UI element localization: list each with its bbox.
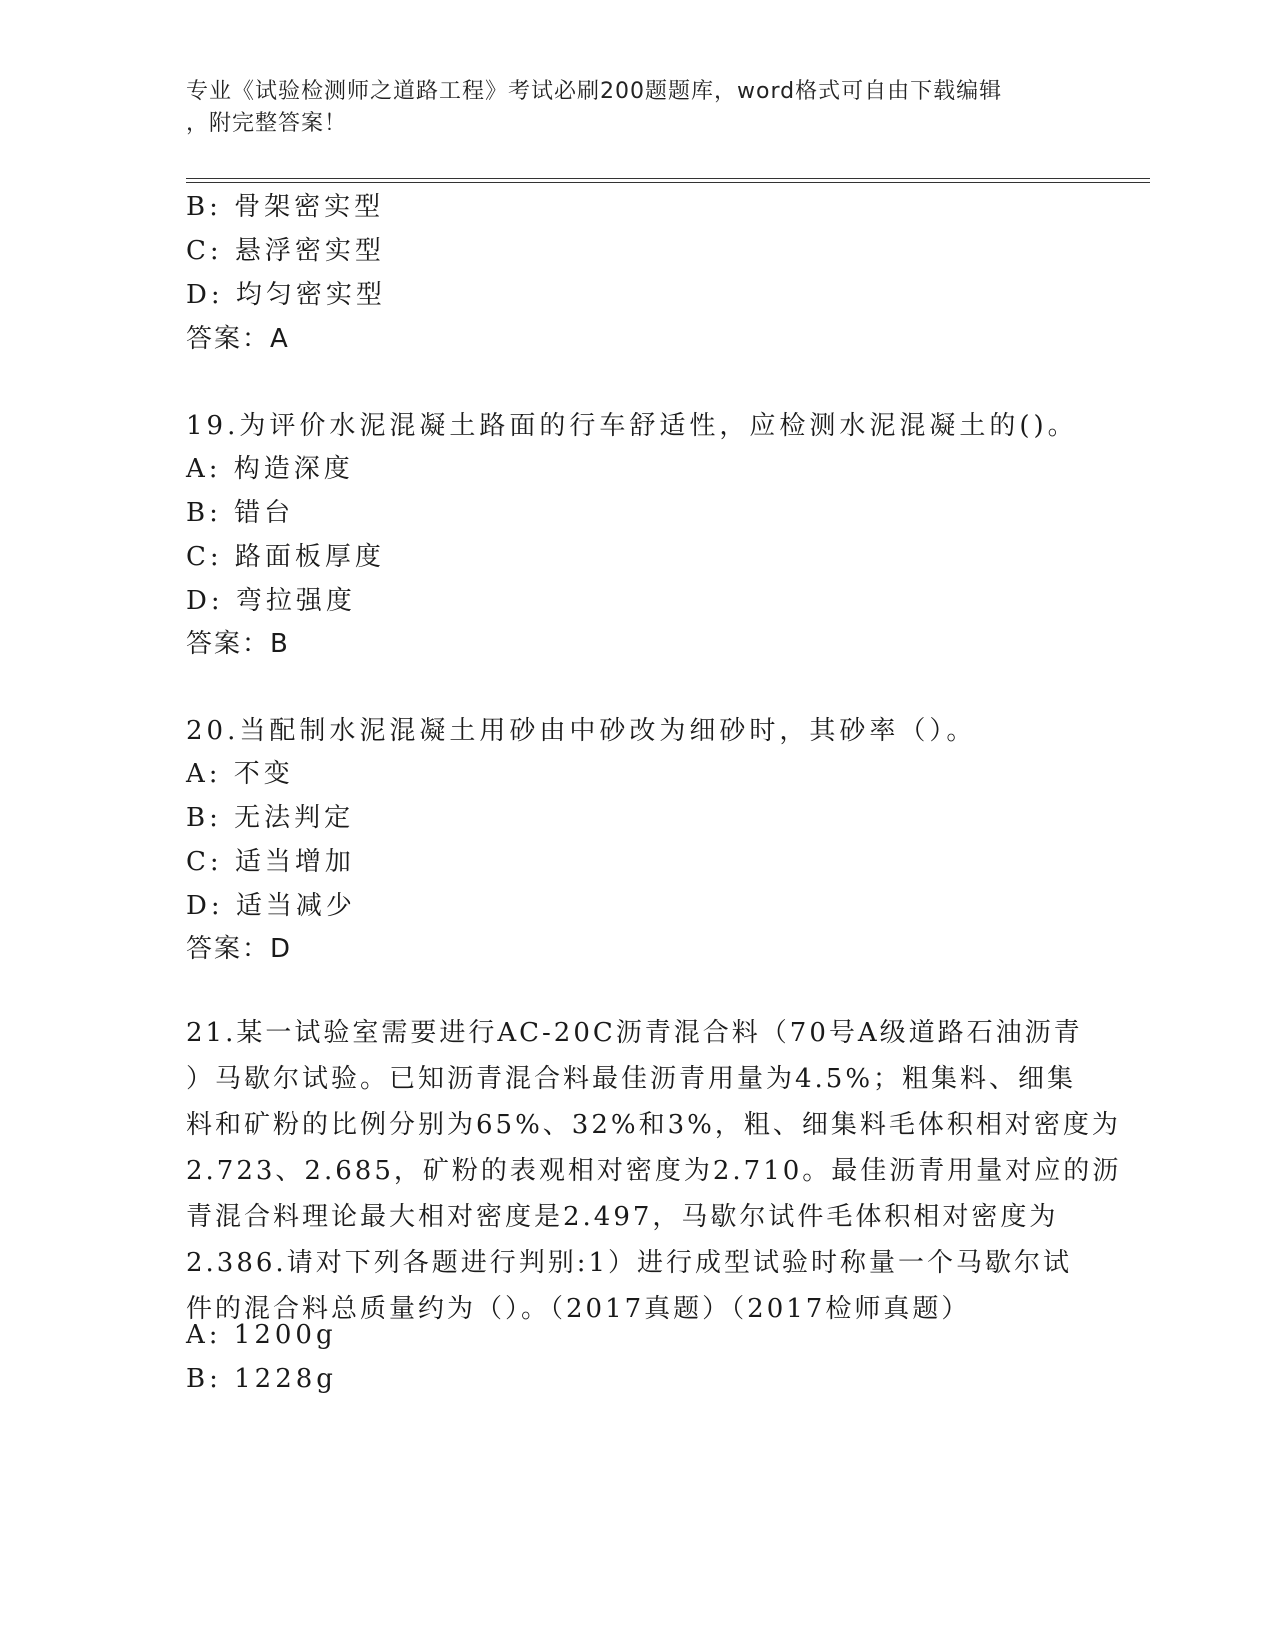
q19-option-a: A: 构造深度 — [186, 454, 354, 484]
q21-question-line-4: 2.723、2.685，矿粉的表观相对密度为2.710。最佳沥青用量对应的沥 — [186, 1156, 1122, 1186]
q18-option-d: D: 均匀密实型 — [186, 280, 386, 310]
q20-option-b: B: 无法判定 — [186, 803, 355, 833]
q21-option-b: B: 1228g — [186, 1364, 337, 1394]
q20-answer: 答案：D — [186, 934, 293, 964]
q20-option-a: A: 不变 — [186, 759, 294, 789]
q19-option-d: D: 弯拉强度 — [186, 586, 356, 616]
q20-question: 20.当配制水泥混凝土用砂由中砂改为细砂时，其砂率（）。 — [186, 716, 977, 746]
q20-option-c: C: 适当增加 — [186, 847, 355, 877]
q19-option-c: C: 路面板厚度 — [186, 542, 385, 572]
q21-question-line-1: 21.某一试验室需要进行AC-20C沥青混合料（70号A级道路石油沥青 — [186, 1018, 1083, 1048]
header-divider-top — [186, 178, 1150, 179]
page-header — [186, 76, 1066, 140]
q21-question-line-3: 料和矿粉的比例分别为65%、32%和3%，粗、细集料毛体积相对密度为 — [186, 1110, 1121, 1140]
q19-answer: 答案：B — [186, 629, 290, 659]
q21-question-line-7: 件的混合料总质量约为（）。（2017真题）（2017检师真题） — [186, 1294, 971, 1324]
q18-option-b: B: 骨架密实型 — [186, 192, 385, 222]
header-title-line-2: ，附完整答案！ — [186, 111, 348, 136]
q18-answer: 答案：A — [186, 324, 290, 354]
q18-option-c: C: 悬浮密实型 — [186, 236, 385, 266]
q21-question-line-2: ）马歇尔试验。已知沥青混合料最佳沥青用量为4.5%；粗集料、细集 — [186, 1064, 1077, 1094]
header-title-line-1: 专业《试验检测师之道路工程》考试必刷200题题库，word格式可自由下载编辑 — [186, 79, 1003, 104]
q21-question-line-6: 2.386.请对下列各题进行判别:1）进行成型试验时称量一个马歇尔试 — [186, 1248, 1072, 1278]
q19-question: 19.为评价水泥混凝土路面的行车舒适性，应检测水泥混凝土的()。 — [186, 411, 1078, 441]
q21-question — [186, 1010, 1122, 1332]
q21-question-line-5: 青混合料理论最大相对密度是2.497，马歇尔试件毛体积相对密度为 — [186, 1202, 1059, 1232]
q20-option-d: D: 适当减少 — [186, 891, 356, 921]
q21-option-a: A: 1200g — [186, 1320, 337, 1350]
q19-option-b: B: 错台 — [186, 498, 295, 528]
header-divider-bottom — [186, 182, 1150, 183]
